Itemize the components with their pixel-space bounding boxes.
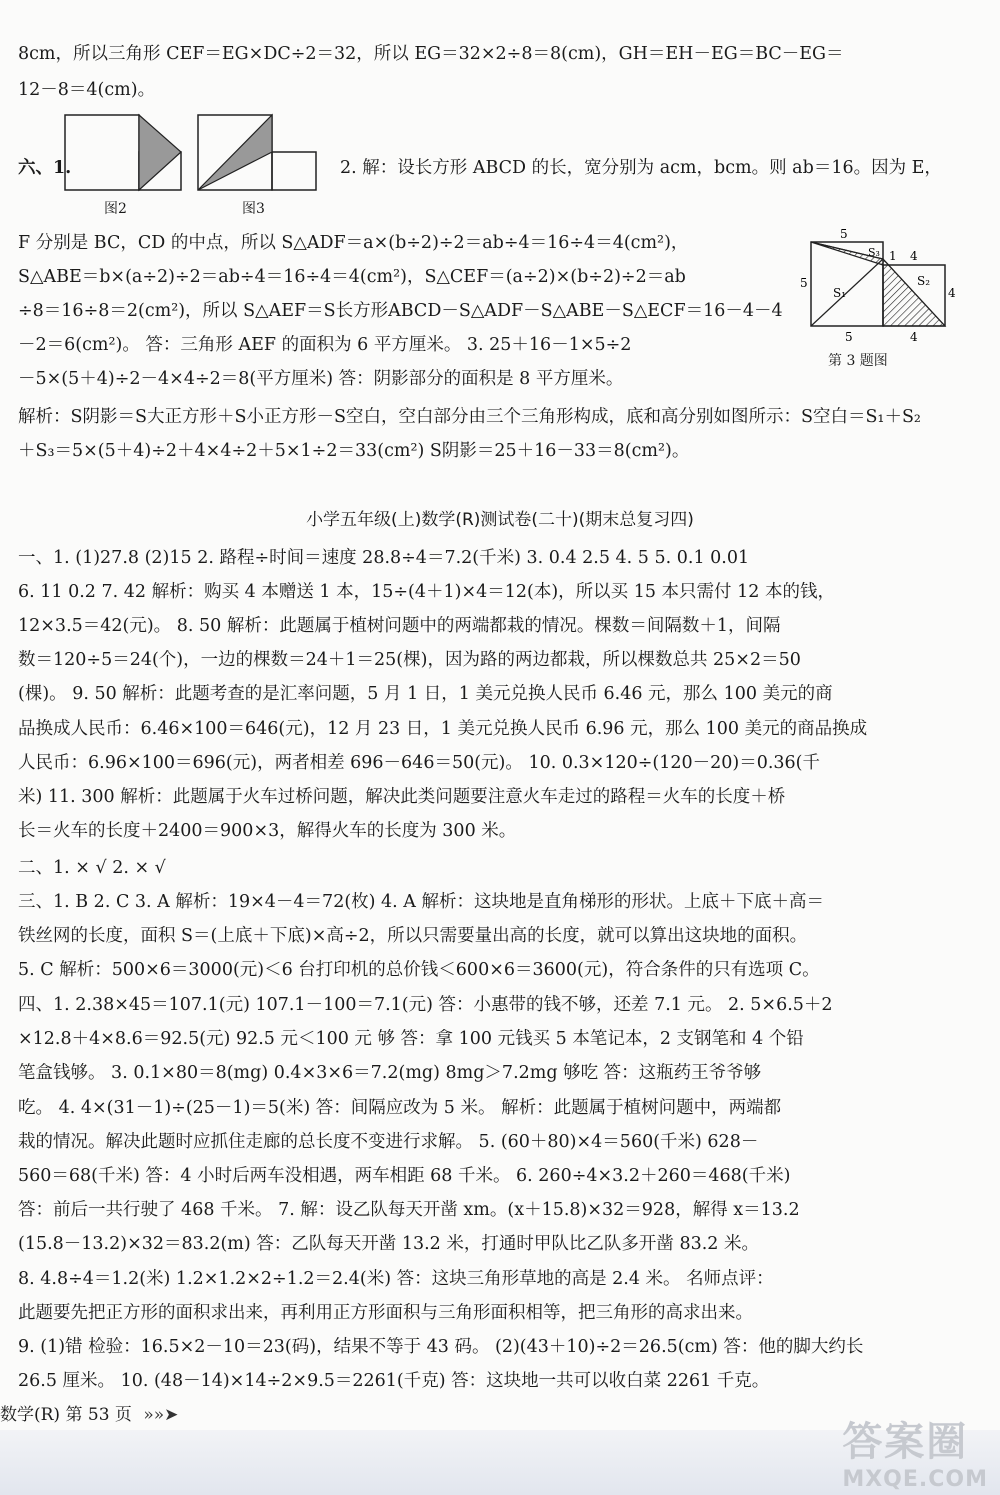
figure-q3-caption: 第 3 题图 — [828, 353, 888, 369]
text-line: S△ABE＝b×(a÷2)÷2＝ab÷4＝16÷4＝4(cm²)，S△CEF＝(a÷2)×(b÷2)÷2＝ab — [18, 267, 686, 287]
answer-line: 人民币：6.96×100＝696(元)，两者相差 696－646＝50(元)。 10. 0.3×120÷(120－20)＝0.36(千 — [18, 753, 821, 773]
watermark-url: MXQE.COM — [842, 1467, 988, 1492]
answer-line: 8. 4.8÷4＝1.2(米) 1.2×1.2×2÷1.2＝2.4(米) 答：这块三角形草地的高是 2.4 米。 名师点评： — [18, 1269, 774, 1289]
text-line: F 分别是 BC，CD 的中点，所以 S△ADF＝a×(b÷2)÷2＝ab÷4＝16÷4＝4(cm²)， — [18, 233, 689, 253]
fig-label: 4 — [948, 286, 956, 300]
arrow-icon: »»➤ — [143, 1405, 179, 1425]
answer-line: 6. 11 0.2 7. 42 解析：购买 4 本赠送 1 本，15÷(4＋1)×4＝12(本)，所以买 15 本只需付 12 本的钱， — [18, 582, 835, 602]
answer-line: 吃。 4. 4×(31－1)÷(25－1)＝5(米) 答：间隔应改为 5 米。 解析：此题属于植树问题中，两端都 — [18, 1098, 782, 1118]
text-line: 12－8＝4(cm)。 — [18, 80, 156, 100]
answer-line: 米) 11. 300 解析：此题属于火车过桥问题，解决此类问题要注意火车走过的路程＝火车的长度＋桥 — [18, 787, 786, 807]
answer-line: (棵)。 9. 50 解析：此题考查的是汇率问题，5 月 1 日，1 美元兑换人民币 6.46 元，那么 100 美元的商 — [18, 684, 833, 704]
answer-line: 此题要先把正方形的面积求出来，再利用正方形面积与三角形面积相等，把三角形的高求出来。 — [18, 1303, 753, 1323]
page-footer — [0, 1400, 178, 1425]
section-title: 小学五年级(上)数学(R)测试卷(二十)(期末总复习四) — [306, 510, 694, 530]
fig-label: 5 — [800, 276, 808, 290]
answer-line: 一、1. (1)27.8 (2)15 2. 路程÷时间＝速度 28.8÷4＝7.2(千米) 3. 0.4 2.5 4. 5 5. 0.1 0.01 — [18, 548, 750, 568]
answer-line: 560＝68(千米) 答：4 小时后两车没相遇，两车相距 68 千米。 6. 260÷4×3.2＋260＝468(千米) — [18, 1166, 791, 1186]
fig-label: 4 — [910, 249, 918, 263]
fig-label: 4 — [910, 330, 918, 344]
figure-q3 — [800, 225, 960, 345]
answer-line: 铁丝网的长度，面积 S＝(上底＋下底)×高÷2，所以只需要量出高的长度，就可以算出这块地的面积。 — [18, 926, 808, 946]
answer-line: 答：前后一共行驶了 468 千米。 7. 解：设乙队每天开凿 xm。(x＋15.8)×32＝928，解得 x＝13.2 — [18, 1200, 800, 1220]
answer-line: 二、1. × √ 2. × √ — [18, 858, 166, 878]
answer-line: 数＝120÷5＝24(个)，一边的棵数＝24＋1＝25(棵)，因为路的两边都栽，所以棵数总共 25×2＝50 — [18, 650, 801, 670]
analysis-line: 解析：S阴影＝S大正方形＋S小正方形－S空白，空白部分由三个三角形构成，底和高分别如图所示：S空白＝S₁＋S₂ — [18, 407, 921, 427]
text-line: －5×(5＋4)÷2－4×4÷2＝8(平方厘米) 答：阴影部分的面积是 8 平方厘米。 — [18, 369, 624, 389]
figure-2 — [64, 112, 184, 194]
answer-line: 三、1. B 2. C 3. A 解析：19×4－4＝72(枚) 4. A 解析：这块地是直角梯形的形状。上底＋下底＋高＝ — [18, 892, 824, 912]
page-number: 数学(R) 第 53 页 — [0, 1405, 132, 1425]
figure-2-label: 图2 — [104, 201, 127, 217]
answer-line: 品换成人民币：6.46×100＝646(元)，12 月 23 日，1 美元兑换人民币 6.96 元，那么 100 美元的商品换成 — [18, 719, 868, 739]
watermark-logo: 答案圈 — [842, 1419, 969, 1465]
watermark — [842, 1410, 988, 1492]
answer-line: ×12.8＋4×8.6＝92.5(元) 92.5 元＜100 元 够 答：拿 100 元钱买 5 本笔记本，2 支钢笔和 4 个铅 — [18, 1029, 804, 1049]
fig-label: 1 — [889, 249, 897, 263]
figure-3 — [196, 112, 321, 194]
text-line: 8cm，所以三角形 CEF＝EG×DC÷2＝32，所以 EG＝32×2÷8＝8(cm)，GH＝EH－EG＝BC－EG＝ — [18, 44, 844, 64]
answer-line: 长＝火车的长度＋2400＝900×3，解得火车的长度为 300 米。 — [18, 821, 517, 841]
figure-3-label: 图3 — [242, 201, 265, 217]
answer-line: 12×3.5＝42(元)。 8. 50 解析：此题属于植树问题中的两端都栽的情况。棵数＝间隔数＋1，间隔 — [18, 616, 781, 636]
analysis-line: ＋S₃＝5×(5＋4)÷2＋4×4÷2＋5×1÷2＝33(cm²) S阴影＝25＋16－33＝8(cm²)。 — [18, 441, 690, 461]
text-line: －2＝6(cm²)。 答：三角形 AEF 的面积为 6 平方厘米。 3. 25＋16－1×5÷2 — [18, 335, 632, 355]
section-marker: 六、1. — [18, 158, 72, 178]
answer-line: 9. (1)错 检验：16.5×2－10＝23(码)，结果不等于 43 码。 (2)(43＋10)÷2＝26.5(cm) 答：他的脚大约长 — [18, 1337, 864, 1357]
text-line: 2. 解：设长方形 ABCD 的长，宽分别为 acm，bcm。则 ab＝16。因为 E， — [340, 158, 942, 178]
fig-label: 5 — [845, 330, 853, 344]
answer-line: 笔盒钱够。 3. 0.1×80＝8(mg) 0.4×3×6＝7.2(mg) 8mg＞7.2mg 够吃 答：这瓶药王爷爷够 — [18, 1063, 762, 1083]
fig-label: S₃ — [868, 246, 880, 259]
fig-label: 5 — [840, 227, 848, 241]
answer-line: 栽的情况。解决此题时应抓住走廊的总长度不变进行求解。 5. (60＋80)×4＝560(千米) 628－ — [18, 1132, 759, 1152]
text-line: ÷8＝16÷8＝2(cm²)，所以 S△AEF＝S长方形ABCD－S△ADF－S△ABE－S△ECF＝16－4－4 — [18, 301, 783, 321]
answer-line: 5. C 解析：500×6＝3000(元)＜6 台打印机的总价钱＜600×6＝3600(元)，符合条件的只有选项 C。 — [18, 960, 820, 980]
fig-label: S₁ — [833, 286, 847, 300]
answer-line: 26.5 厘米。 10. (48－14)×14÷2×9.5＝2261(千克) 答：这块地一共可以收白菜 2261 千克。 — [18, 1371, 770, 1391]
answer-line: 四、1. 2.38×45＝107.1(元) 107.1－100＝7.1(元) 答：小惠带的钱不够，还差 7.1 元。 2. 5×6.5＋2 — [18, 995, 833, 1015]
fig-label: S₂ — [917, 274, 931, 288]
answer-line: (15.8－13.2)×32＝83.2(m) 答：乙队每天开凿 13.2 米，打通时甲队比乙队多开凿 83.2 米。 — [18, 1234, 759, 1254]
